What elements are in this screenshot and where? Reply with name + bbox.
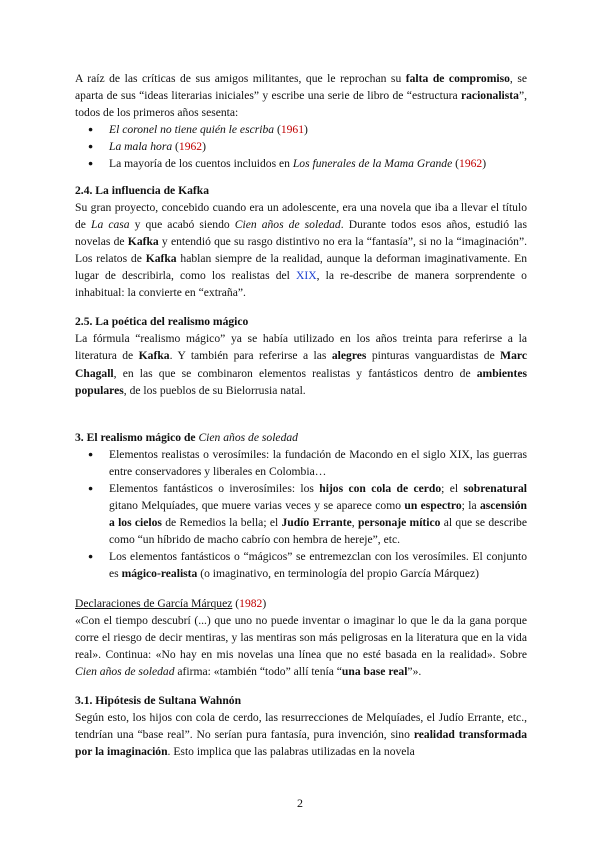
text: La mayoría de los cuentos incluidos en [109,157,293,171]
link-text[interactable]: XIX [296,269,317,283]
text: gitano Melquíades, que muere varias veces y se aparece como [109,499,405,513]
bold-text: ambientes populares [75,366,527,397]
bold-text: sobrenatural [463,481,528,495]
year: 1982 [239,596,263,610]
bold-text: alegres [331,349,367,363]
text: Elementos fantásticos o inverosímiles: los [109,481,320,495]
section-heading [75,429,527,446]
bold-text: Marc Chagall [75,349,527,380]
declarations-label: Declaraciones de García Márquez (1982) [75,596,267,610]
text: y entendió que su rasgo distintivo no era la “fantasía”, si no la “imaginación”. Los relatos de [75,234,527,265]
paragraph [75,330,527,398]
text: . Y también para referirse a las [169,349,332,363]
text: , en las que se combinaron elementos realistas y fantásticos dentro de [113,366,477,380]
bold-text: falta de compromiso [405,72,510,85]
list-item [75,548,527,582]
text: , se aparta de sus “ideas literarias iniciales” y escribe una serie de libro de “estructura [75,72,527,103]
text: ; el [441,481,464,495]
text: ; la [461,499,480,513]
bold-text: mágico-realista [121,567,198,581]
italic-text: Cien años de soledad [198,430,298,444]
bold-text: racionalista [460,89,519,103]
paragraph [75,709,527,760]
bold-text: Kafka [127,234,159,248]
text: hablan siempre de la realidad, aunque la deforman imaginativamente. En lugar de describirla, como los realistas del [75,251,527,283]
text: . Esto implica que las palabras utilizadas en la novela [167,745,415,759]
year: 1961 [280,123,305,137]
list-item: ● La mayoría de los cuentos incluidos en Los funerales de la Mama Grande (1962) [75,155,527,172]
list-item [75,480,527,548]
book-title: Los funerales de la Mama Grande [292,157,453,171]
page-number: 2 [297,796,303,810]
bold-text: hijos con cola de cerdo [319,481,442,495]
text: (o imaginativo, en terminología del propio García Márquez) [197,567,480,581]
bold-text: personaje mítico [357,516,441,530]
bold-text: Judío Errante [281,516,352,530]
bold-text: un espectro [404,499,462,513]
list-item: ● El coronel no tiene quién le escriba (1961) [75,121,527,138]
bold-text: ascensión a los cielos [109,499,527,530]
italic-text: La casa [91,217,130,231]
paragraph [75,199,527,302]
text: , [351,516,358,530]
text: Según esto, los hijos con cola de cerdo, las resurrecciones de Melquíades, el Judío Errante, etc., tendrían una “base real”. No serían pura fantasía, pura invención, sino [75,711,527,742]
book-title: El coronel no tiene quién le escriba [109,123,275,137]
book-title: La mala hora [109,140,173,154]
text: «Con el tiempo descubrí (...) que uno no puede inventar o imaginar lo que le da la gana porque corre el riesgo de decir mentiras, y las mentiras son más peligrosas en la literatura que en la vida real». Continua: «No hay en mis novelas una línea que no esté basada en la realidad». Sobre [75,613,527,661]
text: La fórmula “realismo mágico” ya se había utilizado en los años treinta para referirse a la literatura de [75,332,527,363]
text: A raíz de las críticas de sus amigos militantes, que le reprochan su [75,72,406,85]
text: al que se describe como “un híbrido de macho cabrío con hembra de hereje”, etc. [109,516,527,547]
bold-text: realidad transformada por la imaginación [75,728,527,759]
bold-text: Kafka [138,349,170,363]
section-heading: 2.5. La poética del realismo mágico [75,315,249,329]
section-heading: 3.1. Hipótesis de Sultana Wahnón [75,694,242,707]
text: afirma: «también “todo” allí tenía “ [174,664,342,678]
italic-text: Cien años de soledad [234,217,341,231]
list-item: ● La mala hora (1962) [75,138,527,155]
text: ”, todos de los primeros años sesenta: [75,89,527,120]
bold-text: una base real [341,664,408,678]
year: 1962 [178,140,203,154]
text: Los elementos fantásticos o “mágicos” se entremezclan con los verosímiles. El conjunto es [109,550,527,581]
books-list [75,121,527,172]
text: Su gran proyecto, concebido cuando era un adolescente, era una novela que iba a llevar el título de [75,200,527,231]
text: , de los pueblos de su Bielorrusia natal. [123,383,306,397]
list-item: ● Elementos realistas o verosímiles: la fundación de Macondo en el siglo XIX, las guerras entre conservadores y liberales en Colombia… [75,446,527,480]
text: de Remedios la bella; el [161,516,282,530]
bold-text: Kafka [145,251,177,265]
text: . Durante todos esos años, estudió las novelas de [75,217,527,248]
quote-paragraph [75,612,527,680]
text: ”». [407,664,422,678]
page-content [75,70,527,760]
underlined-text: Declaraciones de García Márquez [75,596,233,610]
text: y que acabó siendo [129,217,235,231]
intro-paragraph [75,70,527,121]
section-heading: 2.4. La influencia de Kafka [75,183,209,197]
text: 3. El realismo mágico de [75,430,199,444]
italic-text: Cien años de soledad [75,664,175,678]
text: pinturas vanguardistas de [366,349,501,363]
text: , la re-describe de manera sorprendente o inhabitual: la convierte en “extraña”. [75,269,527,300]
elements-list [75,446,527,583]
year: 1962 [459,157,483,171]
